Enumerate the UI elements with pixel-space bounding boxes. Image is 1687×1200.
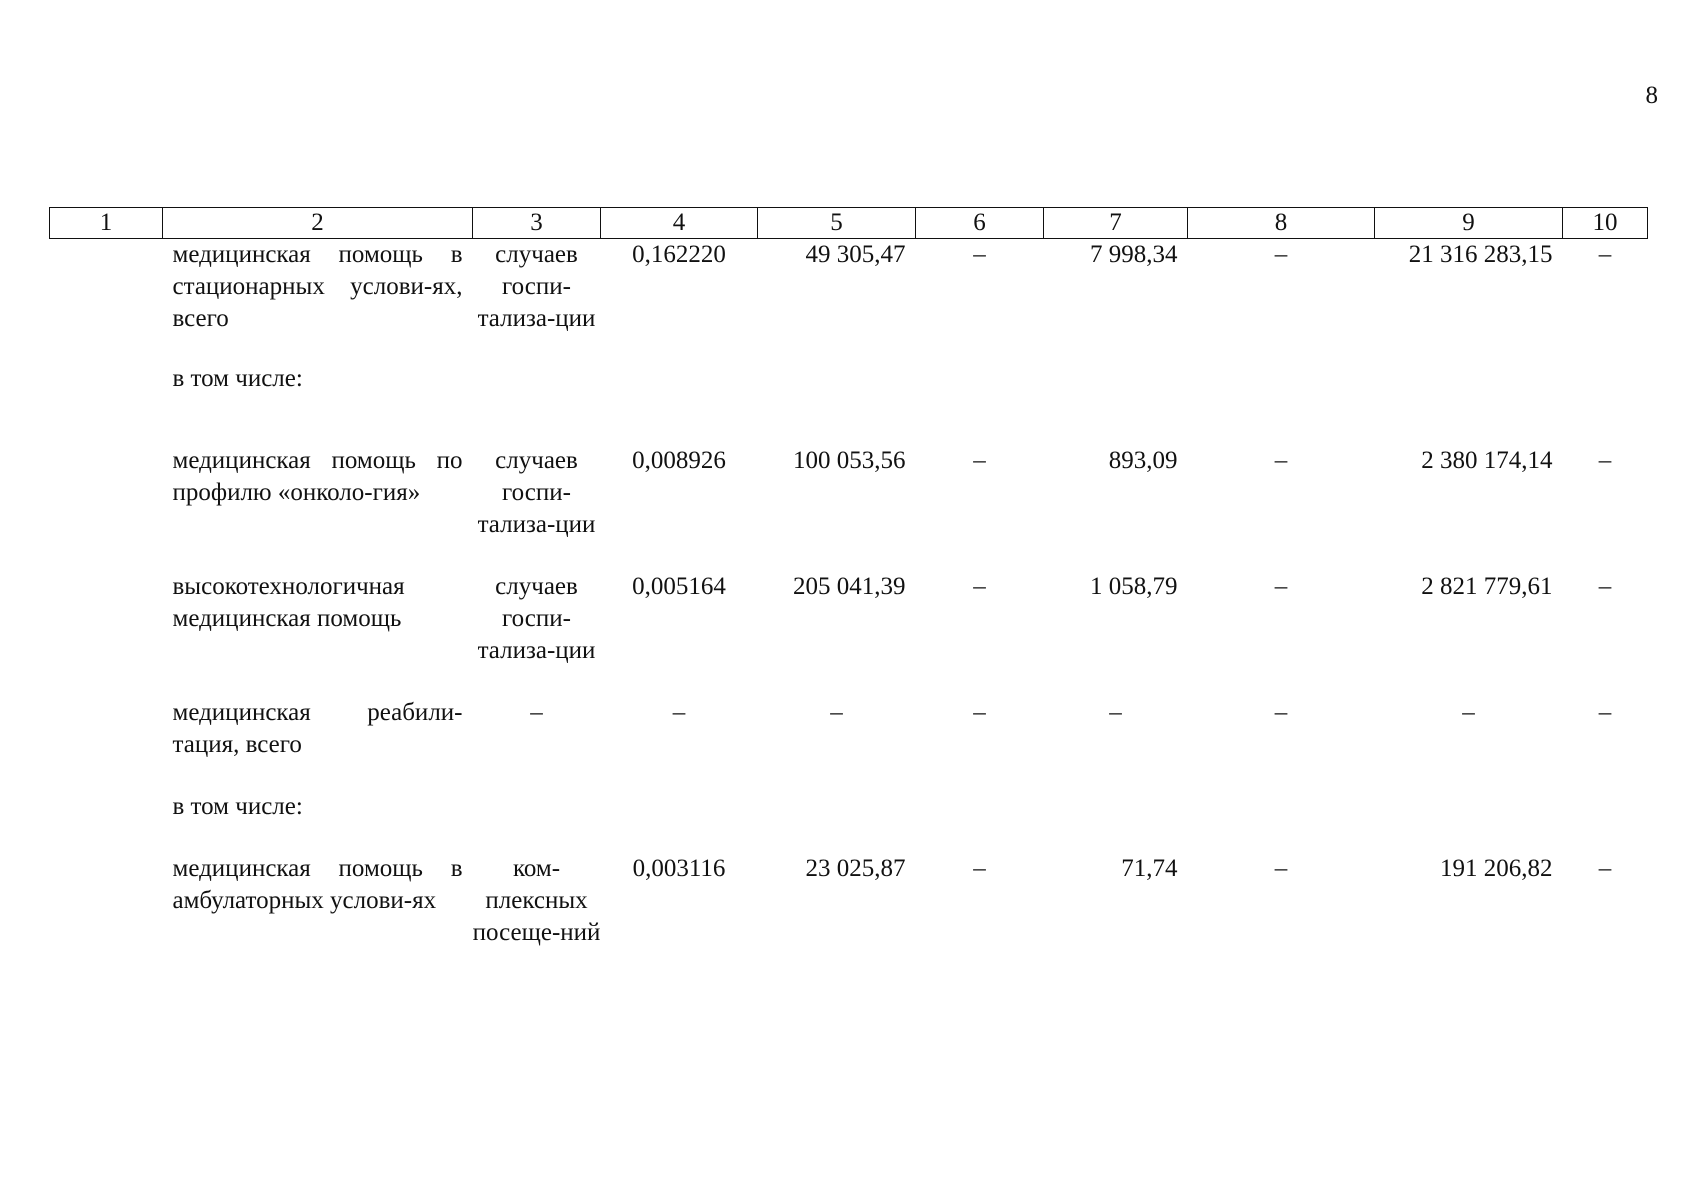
column-header: 7 xyxy=(1044,208,1188,239)
cell-col10: – xyxy=(1598,699,1612,726)
cell-col10: – xyxy=(1598,855,1612,882)
cell-col7: 1 058,79 xyxy=(1090,573,1178,600)
cell-col8: – xyxy=(1274,699,1288,726)
table-row xyxy=(50,791,1648,853)
cell-col4: 0,003116 xyxy=(632,855,726,882)
cell-col4: 0,008926 xyxy=(632,447,726,474)
cell-col4: – xyxy=(672,699,686,726)
row-name: медицинская помощь по профилю «онколо-гия» xyxy=(172,447,463,506)
table-row xyxy=(50,697,1648,791)
row-unit: случаев госпи-тализа-ции xyxy=(477,447,596,538)
cell-col6: – xyxy=(973,447,986,474)
column-header: 4 xyxy=(601,208,758,239)
cell-col7: 7 998,34 xyxy=(1090,241,1178,268)
header-row xyxy=(50,208,1648,239)
cell-col8: – xyxy=(1274,573,1288,600)
cell-col10: – xyxy=(1598,241,1612,268)
cell-col8: – xyxy=(1274,855,1288,882)
cell-col7: 71,74 xyxy=(1121,855,1178,882)
cell-col9: – xyxy=(1462,699,1475,726)
cell-col8: – xyxy=(1274,447,1288,474)
cell-col5: 23 025,87 xyxy=(805,855,906,882)
row-unit: ком-плексных посеще-ний xyxy=(472,855,601,946)
row-unit: случаев госпи-тализа-ции xyxy=(477,573,596,664)
row-unit: случаев госпи-тализа-ции xyxy=(477,241,596,332)
cell-col7: – xyxy=(1109,699,1122,726)
table-row xyxy=(50,571,1648,697)
cell-col10: – xyxy=(1598,573,1612,600)
column-header: 2 xyxy=(163,208,473,239)
cell-col9: 2 821 779,61 xyxy=(1421,573,1553,600)
cell-col6: – xyxy=(973,699,986,726)
cell-col6: – xyxy=(973,855,986,882)
data-table xyxy=(49,207,1647,949)
cell-col9: 21 316 283,15 xyxy=(1408,241,1553,268)
row-unit: – xyxy=(530,699,543,726)
column-header: 1 xyxy=(50,208,163,239)
cell-col4: 0,162220 xyxy=(632,241,726,268)
cell-col10: – xyxy=(1598,447,1612,474)
page-number: 8 xyxy=(1645,82,1658,109)
column-header: 3 xyxy=(473,208,601,239)
cell-col5: 205 041,39 xyxy=(793,573,906,600)
cell-col6: – xyxy=(973,573,986,600)
row-subheading: в том числе: xyxy=(172,793,303,820)
cell-col5: 100 053,56 xyxy=(793,447,906,474)
cell-col4: 0,005164 xyxy=(632,573,726,600)
table-row xyxy=(50,445,1648,571)
table-row xyxy=(50,853,1648,949)
cell-col9: 2 380 174,14 xyxy=(1421,447,1553,474)
cell-col8: – xyxy=(1274,241,1288,268)
column-header: 8 xyxy=(1188,208,1375,239)
table-row xyxy=(50,363,1648,445)
row-name: медицинская помощь в амбулаторных услови-ях xyxy=(172,855,463,914)
row-subheading: в том числе: xyxy=(172,365,303,392)
column-header: 9 xyxy=(1375,208,1563,239)
row-name: медицинская помощь в стационарных услови-ях, всего xyxy=(172,241,463,332)
column-header: 6 xyxy=(916,208,1044,239)
table-row xyxy=(50,239,1648,364)
column-header: 5 xyxy=(758,208,916,239)
cell-col7: 893,09 xyxy=(1108,447,1178,474)
cell-col9: 191 206,82 xyxy=(1440,855,1553,882)
row-name: медицинская реабили-тация, всего xyxy=(172,699,463,758)
cell-col5: 49 305,47 xyxy=(805,241,906,268)
cell-col6: – xyxy=(973,241,986,268)
column-header: 10 xyxy=(1563,208,1648,239)
cell-col5: – xyxy=(830,699,843,726)
row-name: высокотехнологичная медицинская помощь xyxy=(172,573,405,632)
